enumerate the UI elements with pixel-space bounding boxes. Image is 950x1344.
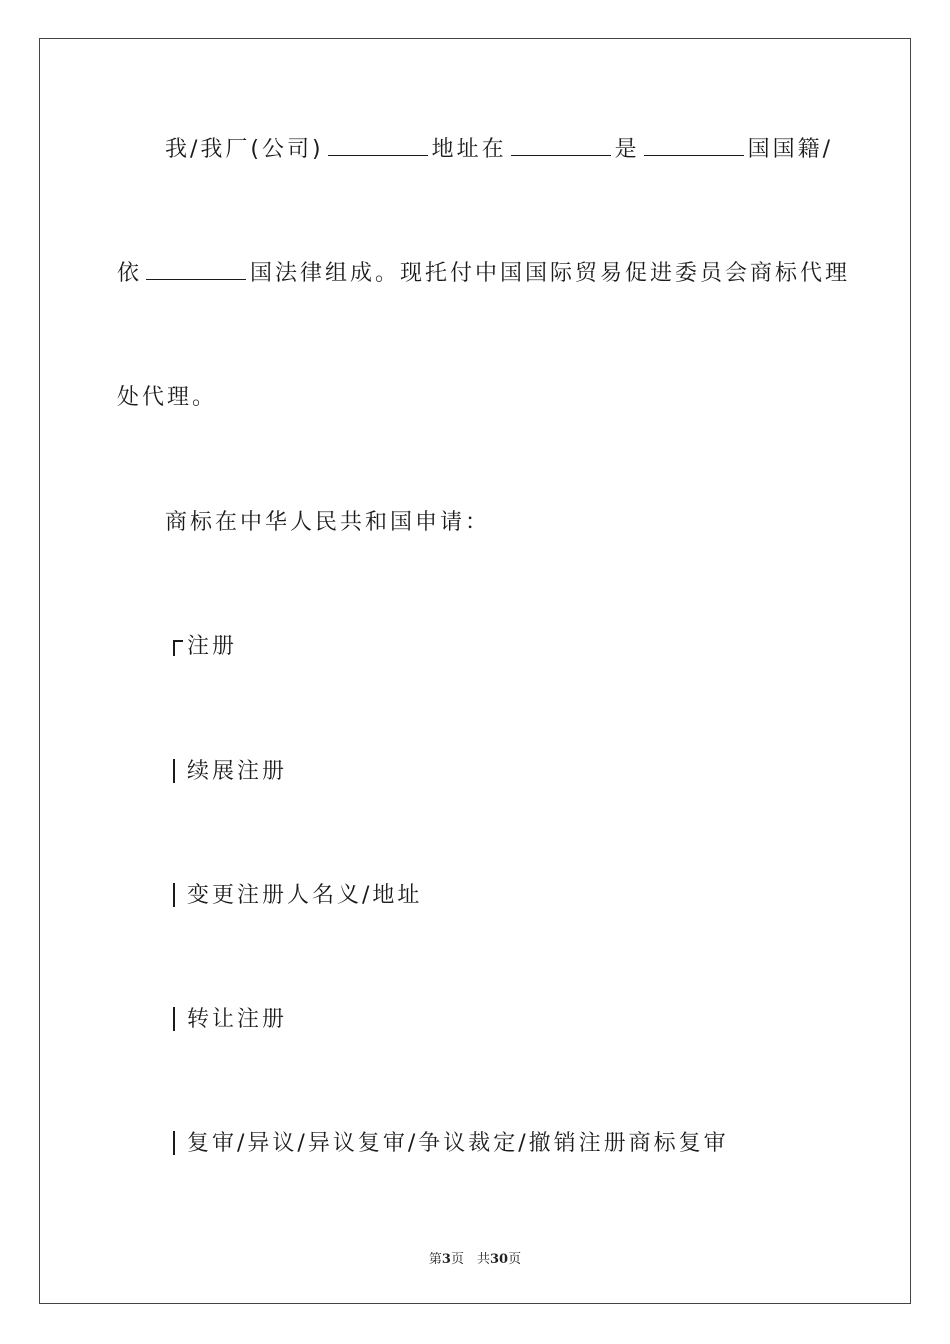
option-label: 复审/异议/异议复审/争议裁定/撤销注册商标复审: [187, 1131, 729, 1156]
blank-applicant-name[interactable]: [328, 135, 428, 156]
total-page-count: 30: [489, 1252, 509, 1267]
blank-country-law[interactable]: [146, 259, 246, 280]
footer-prefix: 第: [428, 1252, 442, 1267]
text-is: 是: [614, 137, 640, 162]
bracket-bar-icon: [171, 1007, 183, 1029]
paragraph-line-3: 处代理。: [117, 385, 218, 410]
page-footer: [0, 1248, 950, 1267]
current-page-number: 3: [441, 1252, 451, 1267]
text-address: 地址在: [431, 137, 507, 162]
text-applicant: 我/我厂(公司): [165, 137, 324, 162]
option-label: 注册: [187, 634, 238, 659]
footer-mid: 页 共: [450, 1252, 490, 1267]
paragraph-line-1: [165, 135, 833, 165]
bracket-bar-icon: [171, 1131, 183, 1153]
page-frame: [39, 38, 911, 1304]
blank-address[interactable]: [511, 135, 611, 156]
text-according: 依: [117, 261, 143, 286]
bracket-bar-icon: [171, 883, 183, 905]
option-registration[interactable]: [171, 632, 237, 662]
footer-suffix: 页: [508, 1252, 522, 1267]
text-entrust: 国法律组成。现托付中国国际贸易促进委员会商标代理: [250, 261, 851, 286]
option-label: 转让注册: [187, 1007, 288, 1032]
bracket-top-icon: [171, 634, 183, 656]
paragraph-line-2: [117, 259, 850, 289]
option-change-name-address[interactable]: [171, 881, 422, 911]
option-label: 续展注册: [187, 759, 288, 784]
option-label: 变更注册人名义/地址: [187, 883, 423, 908]
option-transfer[interactable]: [171, 1005, 287, 1035]
intro-text: 商标在中华人民共和国申请：: [165, 510, 491, 535]
blank-nationality[interactable]: [644, 135, 744, 156]
bracket-bar-icon: [171, 759, 183, 781]
option-renewal[interactable]: [171, 757, 287, 787]
option-review-opposition[interactable]: [171, 1129, 729, 1159]
text-nationality: 国国籍/: [747, 137, 834, 162]
